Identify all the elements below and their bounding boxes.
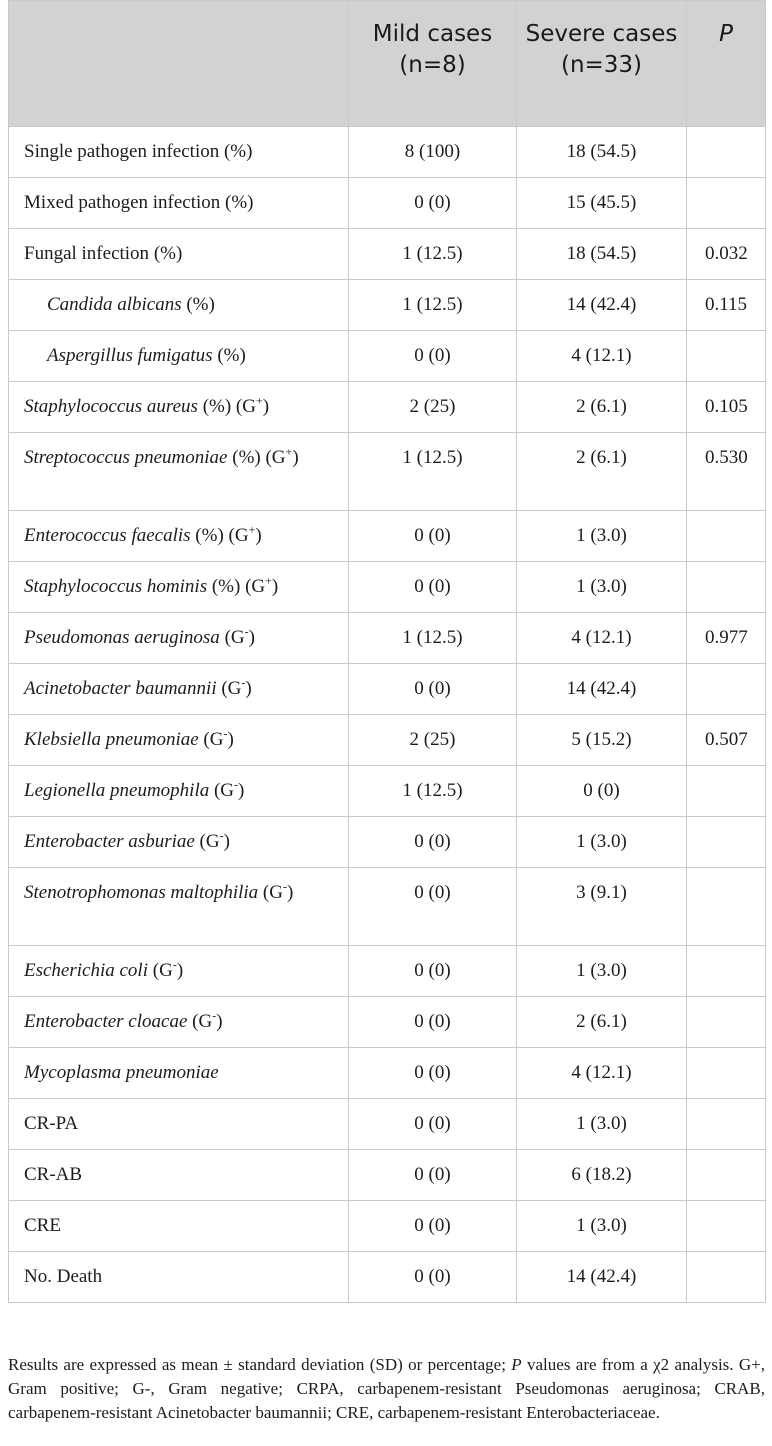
organism-name: Legionella pneumophila <box>24 780 210 801</box>
footnote-p-letter: P <box>511 1355 522 1374</box>
row-label: Legionella pneumophila (G-) <box>9 766 349 817</box>
row-label <box>9 178 349 229</box>
gram-stain-sign: + <box>285 444 293 459</box>
organism-name: Stenotrophomonas maltophilia <box>24 882 259 903</box>
mild-cases-cell: 1 (12.5) <box>349 433 517 511</box>
row-label <box>9 127 349 178</box>
p-value-cell <box>687 817 766 868</box>
gram-stain-sign: - <box>282 879 287 894</box>
p-value-cell <box>687 1099 766 1150</box>
organism-name: CRE <box>24 1215 61 1236</box>
p-value-cell <box>687 868 766 946</box>
mild-cases-cell: 0 (0) <box>349 1252 517 1303</box>
organism-name: Mycoplasma pneumoniae <box>24 1062 219 1083</box>
severe-cases-cell: 1 (3.0) <box>517 562 687 613</box>
row-label-suffix: (G <box>258 882 283 903</box>
mild-cases-cell: 0 (0) <box>349 178 517 229</box>
row-label-suffix: (G <box>219 627 245 648</box>
organism-name: CR-AB <box>24 1164 83 1185</box>
mild-cases-cell: 2 (25) <box>349 382 517 433</box>
table-row <box>9 715 766 766</box>
header-row <box>9 1 766 127</box>
severe-cases-cell: 5 (15.2) <box>517 715 687 766</box>
table-row <box>9 331 766 382</box>
table-row <box>9 1048 766 1099</box>
mild-cases-cell: 2 (25) <box>349 715 517 766</box>
footnote-part2: values are from a χ2 analysis. G+, Gram positive; G-, Gram negative; CRPA, carbapenem-resistant Pseudomonas aeruginosa; CRAB, carbapenem-resistant Acinetobacter baumannii; CRE, carbapenem-resistant Enterobacteriaceae. <box>8 1355 765 1422</box>
row-label-suffix: (G <box>194 831 220 852</box>
gram-stain-sign: - <box>223 726 228 741</box>
gram-stain-sign: - <box>244 624 249 639</box>
row-label <box>9 1150 349 1201</box>
mild-cases-cell: 0 (0) <box>349 1099 517 1150</box>
organism-name: Candida albicans <box>47 294 182 315</box>
table-row <box>9 280 766 331</box>
severe-cases-cell: 6 (18.2) <box>517 1150 687 1201</box>
mild-cases-cell: 0 (0) <box>349 1150 517 1201</box>
table-row <box>9 433 766 511</box>
organism-name: Staphylococcus hominis <box>24 576 208 597</box>
severe-cases-cell: 3 (9.1) <box>517 868 687 946</box>
p-value-cell: 0.530 <box>687 433 766 511</box>
table-row <box>9 946 766 997</box>
row-label-suffix: (G <box>148 960 173 981</box>
p-value-cell: 0.032 <box>687 229 766 280</box>
severe-cases-cell: 14 (42.4) <box>517 664 687 715</box>
table-body <box>9 127 766 1303</box>
organism-name: Enterobacter asburiae <box>24 831 195 852</box>
mild-cases-cell: 0 (0) <box>349 997 517 1048</box>
severe-cases-cell: 2 (6.1) <box>517 997 687 1048</box>
row-label-suffix: (%) <box>220 192 254 213</box>
gram-stain-sign: - <box>241 675 246 690</box>
row-label-suffix: (%) (G <box>207 576 266 597</box>
p-value-cell <box>687 1048 766 1099</box>
organism-name: Staphylococcus aureus <box>24 396 198 417</box>
severe-cases-cell: 1 (3.0) <box>517 511 687 562</box>
severe-cases-cell: 1 (3.0) <box>517 817 687 868</box>
severe-cases-cell: 4 (12.1) <box>517 331 687 382</box>
p-value-cell: 0.977 <box>687 613 766 664</box>
mild-cases-cell: 0 (0) <box>349 946 517 997</box>
header-mild-cases: Mild cases (n=8) <box>349 1 517 127</box>
row-label: Enterobacter asburiae (G-) <box>9 817 349 868</box>
table-row <box>9 511 766 562</box>
row-label <box>9 1201 349 1252</box>
row-label: Staphylococcus hominis (%) (G+) <box>9 562 349 613</box>
row-label <box>9 331 349 382</box>
row-label-suffix: (%) <box>219 141 253 162</box>
row-label-suffix: (%) <box>149 243 183 264</box>
table-row <box>9 664 766 715</box>
organism-name: No. Death <box>24 1266 103 1287</box>
organism-name: Mixed pathogen infection <box>24 192 221 213</box>
severe-cases-cell: 4 (12.1) <box>517 613 687 664</box>
p-value-cell <box>687 1150 766 1201</box>
p-value-cell: 0.105 <box>687 382 766 433</box>
table-row <box>9 1252 766 1303</box>
table-row <box>9 766 766 817</box>
severe-cases-cell: 0 (0) <box>517 766 687 817</box>
p-value-cell <box>687 331 766 382</box>
gram-stain-sign: - <box>172 957 177 972</box>
mild-cases-cell: 0 (0) <box>349 817 517 868</box>
table-footnote <box>8 1353 765 1425</box>
table-row <box>9 562 766 613</box>
table-row <box>9 229 766 280</box>
row-label: Klebsiella pneumoniae (G-) <box>9 715 349 766</box>
organism-name: Single pathogen infection <box>24 141 220 162</box>
p-value-cell: 0.507 <box>687 715 766 766</box>
organism-name: CR-PA <box>24 1113 79 1134</box>
severe-cases-cell: 1 (3.0) <box>517 946 687 997</box>
organism-name: Klebsiella pneumoniae <box>24 729 199 750</box>
organism-name: Acinetobacter baumannii <box>24 678 217 699</box>
row-label: Staphylococcus aureus (%) (G+) <box>9 382 349 433</box>
gram-stain-sign: - <box>219 828 224 843</box>
p-value-cell <box>687 997 766 1048</box>
row-label: Enterobacter cloacae (G-) <box>9 997 349 1048</box>
mild-cases-cell: 0 (0) <box>349 511 517 562</box>
row-label <box>9 1252 349 1303</box>
mild-cases-cell: 8 (100) <box>349 127 517 178</box>
table-row <box>9 178 766 229</box>
organism-name: Streptococcus pneumoniae <box>24 447 228 468</box>
table-row <box>9 868 766 946</box>
row-label-suffix: (G <box>209 780 235 801</box>
table-row <box>9 127 766 178</box>
severe-cases-cell: 1 (3.0) <box>517 1201 687 1252</box>
row-label-suffix: (G <box>216 678 242 699</box>
mild-cases-cell: 0 (0) <box>349 562 517 613</box>
organism-name: Enterobacter cloacae <box>24 1011 188 1032</box>
results-table <box>8 0 766 1303</box>
table-row <box>9 382 766 433</box>
p-value-cell <box>687 511 766 562</box>
p-value-cell <box>687 1201 766 1252</box>
row-label: Stenotrophomonas maltophilia (G-) <box>9 868 349 946</box>
row-label-suffix: (%) (G <box>197 396 256 417</box>
organism-name: Enterococcus faecalis <box>24 525 191 546</box>
p-value-cell <box>687 178 766 229</box>
row-label: Escherichia coli (G-) <box>9 946 349 997</box>
gram-stain-sign: + <box>265 573 272 588</box>
severe-cases-cell: 14 (42.4) <box>517 1252 687 1303</box>
mild-cases-cell: 1 (12.5) <box>349 229 517 280</box>
table-row <box>9 613 766 664</box>
header-severe-cases: Severe cases (n=33) <box>517 1 687 127</box>
mild-cases-cell: 0 (0) <box>349 664 517 715</box>
row-label <box>9 1099 349 1150</box>
row-label-suffix: (%) (G <box>227 447 286 468</box>
row-label-suffix: (%) <box>212 345 246 366</box>
severe-cases-cell: 2 (6.1) <box>517 433 687 511</box>
table-row <box>9 817 766 868</box>
row-label-suffix: (G <box>198 729 224 750</box>
row-label <box>9 280 349 331</box>
header-blank <box>9 1 349 127</box>
p-value-cell <box>687 766 766 817</box>
severe-cases-cell: 2 (6.1) <box>517 382 687 433</box>
severe-cases-cell: 1 (3.0) <box>517 1099 687 1150</box>
severe-cases-cell: 15 (45.5) <box>517 178 687 229</box>
table-row <box>9 1201 766 1252</box>
row-label <box>9 1048 349 1099</box>
mild-cases-cell: 0 (0) <box>349 868 517 946</box>
table-row <box>9 1150 766 1201</box>
row-label: Streptococcus pneumoniae (%) (G+) <box>9 433 349 511</box>
gram-stain-sign: - <box>212 1008 217 1023</box>
p-value-cell <box>687 664 766 715</box>
row-label-suffix: (G <box>187 1011 213 1032</box>
p-value-cell <box>687 127 766 178</box>
row-label: Acinetobacter baumannii (G-) <box>9 664 349 715</box>
p-value-cell <box>687 1252 766 1303</box>
severe-cases-cell: 4 (12.1) <box>517 1048 687 1099</box>
table-row <box>9 997 766 1048</box>
p-value-cell <box>687 946 766 997</box>
p-value-cell <box>687 562 766 613</box>
row-label-suffix: (%) <box>181 294 215 315</box>
table-row <box>9 1099 766 1150</box>
severe-cases-cell: 14 (42.4) <box>517 280 687 331</box>
mild-cases-cell: 0 (0) <box>349 1048 517 1099</box>
mild-cases-cell: 1 (12.5) <box>349 766 517 817</box>
row-label <box>9 229 349 280</box>
row-label: Pseudomonas aeruginosa (G-) <box>9 613 349 664</box>
mild-cases-cell: 0 (0) <box>349 1201 517 1252</box>
organism-name: Pseudomonas aeruginosa <box>24 627 220 648</box>
organism-name: Fungal infection <box>24 243 150 264</box>
gram-stain-sign: - <box>234 777 239 792</box>
gram-stain-sign: + <box>248 522 256 537</box>
mild-cases-cell: 0 (0) <box>349 331 517 382</box>
organism-name: Aspergillus fumigatus <box>47 345 213 366</box>
row-label-suffix: (%) (G <box>190 525 249 546</box>
severe-cases-cell: 18 (54.5) <box>517 229 687 280</box>
gram-stain-sign: + <box>255 393 263 408</box>
p-value-cell: 0.115 <box>687 280 766 331</box>
header-p-value: P <box>687 1 766 127</box>
mild-cases-cell: 1 (12.5) <box>349 613 517 664</box>
row-label: Enterococcus faecalis (%) (G+) <box>9 511 349 562</box>
severe-cases-cell: 18 (54.5) <box>517 127 687 178</box>
mild-cases-cell: 1 (12.5) <box>349 280 517 331</box>
footnote-part1: Results are expressed as mean ± standard deviation (SD) or percentage; <box>8 1355 512 1374</box>
organism-name: Escherichia coli <box>24 960 148 981</box>
